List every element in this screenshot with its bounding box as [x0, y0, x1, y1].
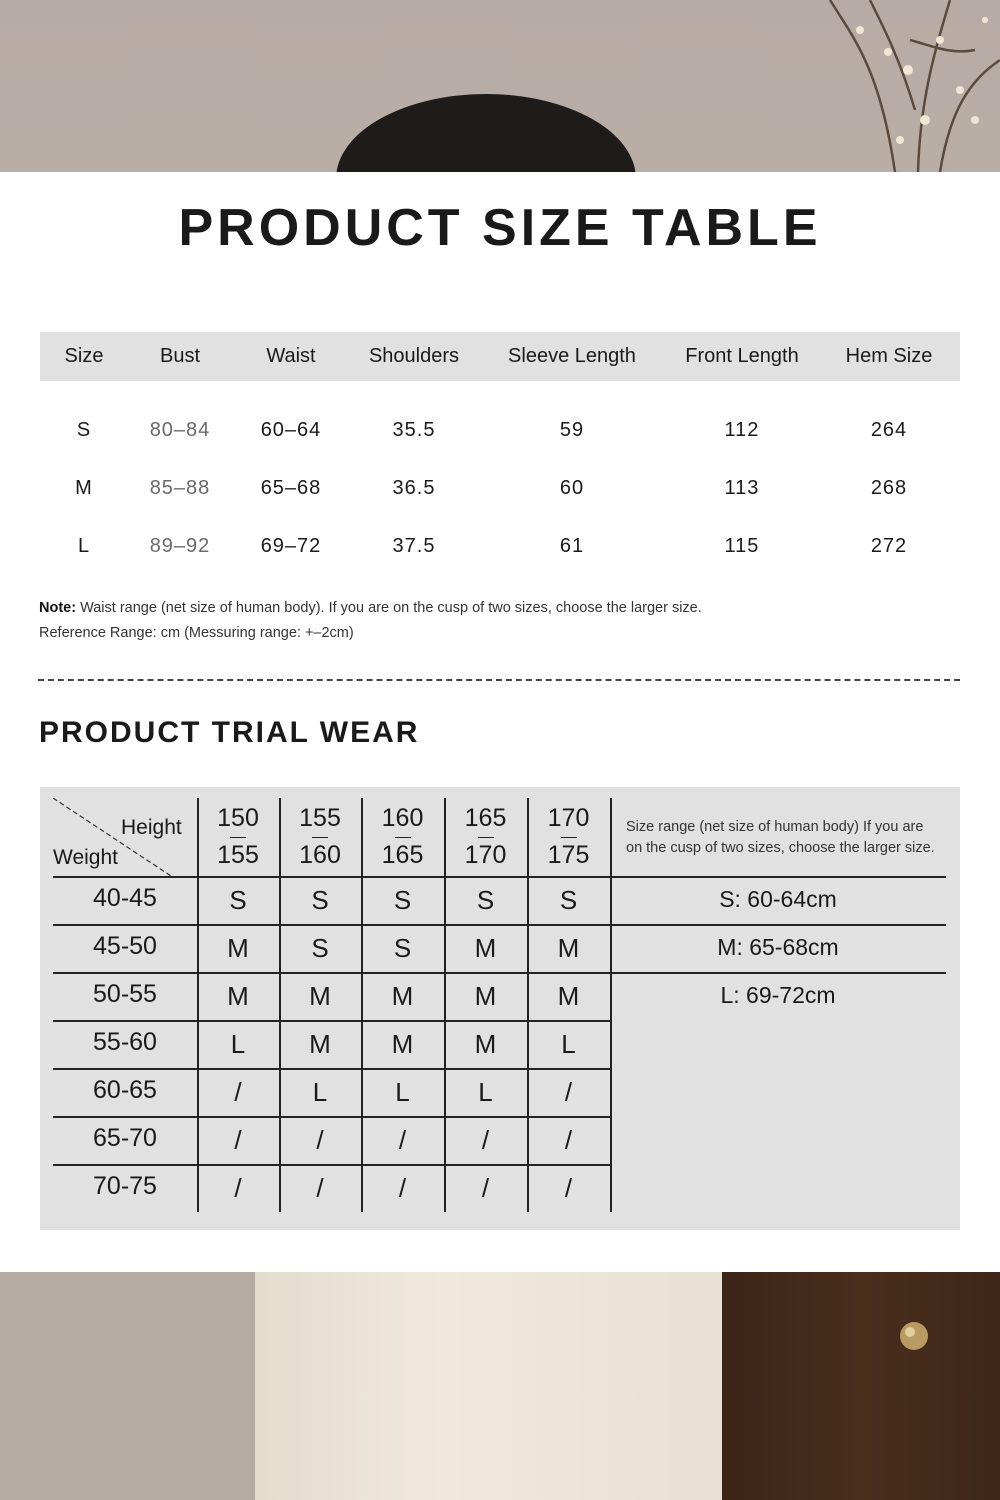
cell-size: M [75, 476, 93, 499]
height-from: 150 [217, 804, 259, 832]
cell-sleeve-length: 59 [559, 418, 585, 441]
height-to: 175 [547, 841, 590, 869]
cell-hem-size: 272 [870, 534, 908, 557]
size-table-header [40, 332, 960, 381]
height-range-bar [395, 837, 411, 838]
recommended-size-cell: S [393, 933, 412, 963]
recommended-size-cell: / [234, 1173, 242, 1203]
recommended-size-cell: S [311, 885, 329, 915]
trial-wear-title: PRODUCT TRIAL WEAR [39, 716, 420, 749]
recommended-size-cell: / [481, 1125, 490, 1155]
table-row [40, 517, 960, 575]
cell-bust: 89–92 [149, 534, 211, 557]
cell-sleeve-length: 61 [559, 534, 585, 557]
recommended-size-cell: / [234, 1125, 242, 1155]
top-photo-banner [0, 0, 1000, 172]
waist-range-label: S: 60-64cm [719, 886, 837, 912]
recommended-size-cell: M [557, 981, 580, 1011]
size-range-note [626, 817, 956, 859]
cell-waist: 65–68 [260, 476, 322, 499]
dashed-divider [38, 679, 960, 681]
grid-line-horizontal [53, 876, 946, 878]
recommended-size-cell: M [557, 933, 580, 963]
trial-wear-table [40, 787, 960, 1230]
recommended-size-cell: L [478, 1077, 493, 1107]
recommended-size-cell: L [395, 1077, 410, 1107]
cell-waist: 60–64 [260, 418, 322, 441]
cell-hem-size: 264 [870, 418, 908, 441]
height-range-bar [478, 837, 494, 838]
weight-range-cell: 45-50 [93, 932, 157, 960]
page-title: PRODUCT SIZE TABLE [178, 199, 822, 257]
height-range-bar [312, 837, 328, 838]
weight-range-cell: 40-45 [93, 884, 157, 912]
height-range-header [444, 800, 527, 876]
header-hem-size: Hem Size [845, 345, 933, 367]
header-front-length: Front Length [685, 345, 799, 367]
cell-hem-size: 268 [870, 476, 908, 499]
header-size: Size [64, 345, 104, 367]
height-range-header [527, 800, 610, 876]
cell-shoulders: 37.5 [392, 534, 436, 557]
recommended-size-cell: M [474, 981, 497, 1011]
recommended-size-cell: / [316, 1173, 324, 1203]
grid-line-horizontal [53, 924, 946, 926]
cell-shoulders: 36.5 [392, 476, 436, 499]
header-sleeve-length: Sleeve Length [508, 345, 636, 367]
dress-image [255, 1272, 725, 1500]
note-label: Note: [39, 600, 77, 616]
cell-front-length: 113 [724, 476, 760, 499]
height-range-bar [561, 837, 577, 838]
height-to: 170 [464, 841, 507, 869]
recommended-size-cell: / [398, 1125, 407, 1155]
recommended-size-cell: / [481, 1173, 490, 1203]
note-text: Waist range (net size of human body). If you are on the cusp of two sizes, choose the larger size. [80, 600, 702, 616]
cell-bust: 80–84 [149, 418, 211, 441]
height-from: 160 [381, 804, 424, 832]
recommended-size-cell: / [564, 1173, 573, 1203]
weight-range-cell: 55-60 [93, 1028, 157, 1056]
waist-range-label: L: 69-72cm [720, 982, 836, 1008]
cell-size: L [77, 534, 91, 557]
weight-range-cell: 60-65 [93, 1076, 157, 1104]
recommended-size-cell: / [316, 1125, 324, 1155]
height-range-header [197, 800, 279, 876]
corner-height-label: Height [121, 816, 182, 839]
branch-decoration [800, 0, 1000, 172]
grid-line-horizontal [53, 972, 946, 974]
table-row [40, 459, 960, 517]
grid-line-horizontal [53, 1116, 610, 1118]
height-range-bar [230, 837, 246, 838]
recommended-size-cell: M [474, 1029, 497, 1059]
size-range-note-line: Size range (net size of human body) If you are [626, 819, 924, 835]
recommended-size-cell: S [476, 885, 495, 915]
header-bust: Bust [159, 345, 201, 367]
recommended-size-cell: L [230, 1029, 246, 1059]
recommended-size-cell: S [229, 885, 247, 915]
recommended-size-cell: M [227, 933, 249, 963]
header-shoulders: Shoulders [368, 345, 460, 367]
recommended-size-cell: M [391, 1029, 414, 1059]
recommended-size-cell: M [309, 1029, 331, 1059]
recommended-size-cell: L [561, 1029, 576, 1059]
cell-front-length: 115 [724, 534, 760, 557]
recommended-size-cell: / [398, 1173, 407, 1203]
grid-line-horizontal [53, 1020, 610, 1022]
cell-front-length: 112 [724, 418, 760, 441]
bottom-photo-banner [0, 1272, 1000, 1500]
weight-range-cell: 50-55 [93, 980, 157, 1008]
height-from: 170 [547, 804, 590, 832]
height-to: 155 [217, 841, 259, 869]
height-from: 165 [464, 804, 507, 832]
height-range-header [361, 800, 444, 876]
recommended-size-cell: / [564, 1077, 573, 1107]
reference-range: Reference Range: cm (Messuring range: +–2cm) [39, 625, 354, 641]
recommended-size-cell: M [309, 981, 331, 1011]
height-range-header [279, 800, 361, 876]
size-range-note-line: on the cusp of two sizes, choose the larger size. [626, 840, 935, 856]
recommended-size-cell: L [312, 1077, 328, 1107]
cell-bust: 85–88 [149, 476, 211, 499]
grid-line-horizontal [53, 1164, 610, 1166]
door-knob-icon [896, 1318, 932, 1354]
recommended-size-cell: / [564, 1125, 573, 1155]
weight-range-cell: 70-75 [93, 1172, 157, 1200]
recommended-size-cell: S [311, 933, 329, 963]
height-to: 160 [299, 841, 341, 869]
recommended-size-cell: M [227, 981, 249, 1011]
model-hair [336, 94, 636, 172]
waist-range-label: M: 65-68cm [717, 934, 839, 960]
header-waist: Waist [266, 345, 316, 367]
recommended-size-cell: M [474, 933, 497, 963]
height-to: 165 [381, 841, 424, 869]
weight-range-cell: 65-70 [93, 1124, 157, 1152]
cell-size: S [76, 418, 92, 441]
recommended-size-cell: / [234, 1077, 242, 1107]
height-from: 155 [299, 804, 341, 832]
wooden-door [722, 1272, 1000, 1500]
cell-sleeve-length: 60 [559, 476, 585, 499]
grid-line-horizontal [53, 1068, 610, 1070]
recommended-size-cell: S [559, 885, 578, 915]
table-row [40, 401, 960, 459]
size-table [40, 332, 960, 575]
recommended-size-cell: S [393, 885, 412, 915]
size-note [39, 596, 702, 646]
recommended-size-cell: M [391, 981, 414, 1011]
cell-waist: 69–72 [260, 534, 322, 557]
cell-shoulders: 35.5 [392, 418, 436, 441]
corner-weight-label: Weight [53, 846, 118, 869]
